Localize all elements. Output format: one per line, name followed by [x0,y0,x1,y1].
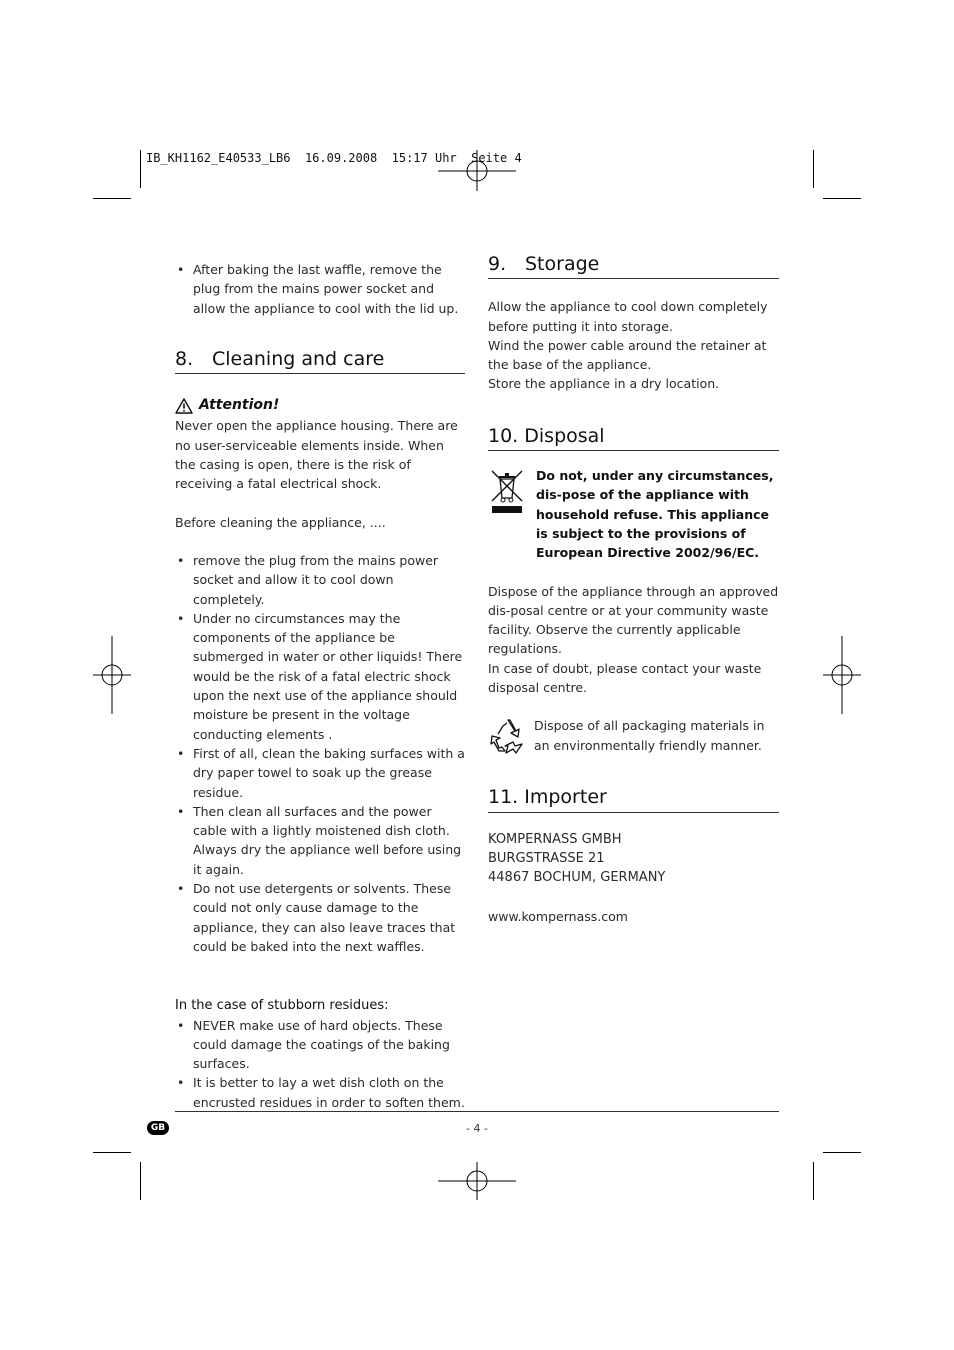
disposal-paragraph: Dispose of the appliance through an approved dis-posal centre or at your community waste facility. Observe the currently applicable regulations. [488,583,779,657]
recycle-notice [488,716,779,756]
recycling-icon [488,716,528,756]
weee-notice [488,466,779,562]
stubborn-residues-heading: In the case of stubborn residues: [175,998,389,1014]
section-number: 9. [488,253,507,275]
section-number: 8. [175,347,194,370]
attention-label [175,396,465,415]
section-heading-storage [488,255,779,279]
registration-mark-icon [437,133,517,213]
before-cleaning-text: Before cleaning the appliance, .... [175,514,386,530]
footer-divider [175,1111,779,1112]
importer-address [488,830,779,888]
storage-line: Wind the power cable around the retainer at the base of the appliance. [488,337,767,373]
weee-text: Do not, under any circumstances, dis-pose of the appliance with household refuse. This appliance is subject to the provisions of European Directive 2002/96/EC. [536,468,774,561]
address-line: KOMPERNASS GMBH [488,831,622,847]
language-badge: GB [147,1121,169,1135]
left-column [175,260,465,1112]
crossed-out-bin-icon [488,468,526,516]
page-number: - 4 - [466,1122,488,1135]
intro-bullet-list [175,260,465,318]
warning-triangle-icon [175,398,193,414]
recycle-text: Dispose of all packaging materials in an environmentally friendly manner. [534,718,765,753]
disposal-paragraph: In case of doubt, please contact your waste disposal centre. [488,660,762,696]
address-line: 44867 BOCHUM, GERMANY [488,870,666,886]
storage-line: Store the appliance in a dry location. [488,376,720,392]
registration-mark-icon [437,1162,517,1202]
list-item: • NEVER make use of hard objects. These could damage the coatings of the baking surfaces. [175,1016,465,1074]
right-column [488,255,779,926]
section-heading-cleaning [175,347,465,374]
attention-text: Attention! [199,397,280,414]
section-heading-importer: 11. Importer [488,788,779,812]
address-line: BURGSTRASSE 21 [488,850,605,866]
warning-paragraph: Never open the appliance housing. There are no user-serviceable elements inside. When the casing is open, there is the risk of receiving a fatal electrical shock. [175,418,458,492]
list-item: • Under no circumstances may the components of the appliance be submerged in water or other liquids! There would be the risk of a fatal electric shock upon the next use of the appliance should moisture be present in the voltage conducting elements . [175,609,465,744]
cleaning-bullet-list [175,551,465,956]
print-slug: IB_KH1162_E40533_LB6 16.09.2008 15:17 Uhr Seite 4 [146,151,522,165]
storage-text [488,297,779,393]
registration-mark-icon [822,636,862,716]
list-item: • After baking the last waffle, remove the plug from the mains power socket and allow the appliance to cool with the lid up. [175,260,465,318]
stubborn-bullet-list [175,1016,465,1112]
list-item: • Do not use detergents or solvents. These could not only cause damage to the appliance, they can also leave traces that could be baked into the next waffles. [175,879,465,956]
list-item: • Then clean all surfaces and the power cable with a lightly moistened dish cloth. Always dry the appliance well before using it again. [175,802,465,879]
section-heading-disposal: 10. Disposal [488,427,779,451]
registration-mark-icon [93,636,133,716]
section-title: Cleaning and care [212,347,385,370]
list-item: • remove the plug from the mains power socket and allow it to cool down completely. [175,551,465,609]
section-title: Storage [525,253,600,275]
list-item: • First of all, clean the baking surfaces with a dry paper towel to soak up the grease residue. [175,744,465,802]
website-link[interactable]: www.kompernass.com [488,908,628,924]
list-item: • It is better to lay a wet dish cloth on the encrusted residues in order to soften them. [175,1073,465,1112]
storage-line: Allow the appliance to cool down completely before putting it into storage. [488,299,768,334]
